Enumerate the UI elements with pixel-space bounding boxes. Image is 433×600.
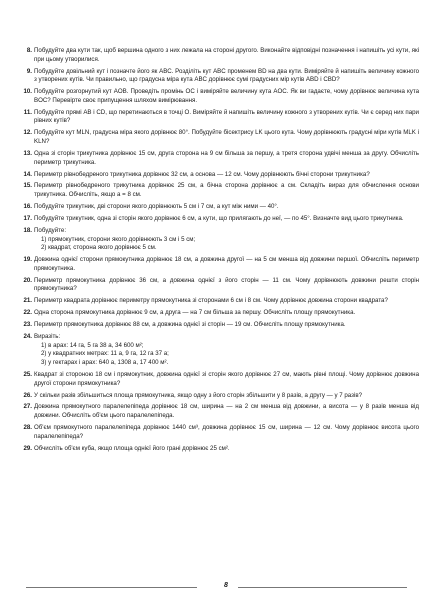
problem-number: 9. xyxy=(26,67,32,75)
problem-item xyxy=(26,47,419,64)
problem-text: Обчисліть об'єм куба, якщо площа однієї його грані дорівнює 25 см². xyxy=(34,444,230,452)
problem-subitem: 2) у квадратних метрах: 11 а, 9 га, 12 га 37 а; xyxy=(41,350,169,358)
footer-rule-right xyxy=(238,587,407,588)
problem-item xyxy=(23,214,419,224)
problem-item xyxy=(23,226,419,253)
problem-number: 17. xyxy=(23,214,32,222)
problem-number: 29. xyxy=(23,444,32,452)
problem-item xyxy=(23,424,419,441)
problem-item xyxy=(26,67,419,85)
problem-item xyxy=(23,321,419,330)
problem-item xyxy=(23,391,419,401)
page-number: 8 xyxy=(224,582,228,589)
problem-number: 26. xyxy=(23,391,32,399)
problem-item xyxy=(23,108,419,126)
problem-item xyxy=(23,297,419,306)
problem-item xyxy=(23,149,419,167)
problem-text: Периметр рівнобедреного трикутника дорівнює 32 см, а основа — 12 см. Чому дорівнюють бічні сторони трикутника? xyxy=(34,170,370,178)
problem-subitem: 2) квадрат, сторона якого дорівнює 5 см. xyxy=(41,244,157,252)
problem-number: 13. xyxy=(23,149,32,157)
problem-text: Об'єм прямокутного паралелепіпеда дорівнює 1440 см³, довжина дорівнює 15 см, ширина — 12 см. Чому дорівнює висота цього паралелепіпеда? xyxy=(34,424,419,440)
problem-item xyxy=(23,276,419,294)
problem-item xyxy=(23,403,419,420)
problem-text: Квадрат зі стороною 18 см і прямокутник, довжина однієї зі сторін якого дорівнює 27 см, мають рівні площі. Чому дорівнює довжина другої сторони прямокутника? xyxy=(34,370,419,387)
problem-text: Одна сторона прямокутника дорівнює 9 см, а друга — на 7 см більша за першу. Обчисліть площу прямокутника. xyxy=(34,309,356,317)
problem-number: 15. xyxy=(23,182,32,190)
problem-text: Побудуйте трикутник, дві сторони якого дорівнюють 5 см і 7 см, а кут між ними — 40°. xyxy=(34,203,279,211)
problem-text: Побудуйте розгорнутий кут AOB. Проведіть промінь OC і виміряйте величину кута AOC. Як ви гадаєте, чому дорівнює величина кута BOC? Перевірте своє припущення шляхом вимірювання. xyxy=(34,88,419,104)
problem-text: Одна зі сторін трикутника дорівнює 15 см, друга сторона на 9 см більша за першу, а третя сторона удвічі менша за другу. Обчисліть периметр трикутника. xyxy=(34,149,419,166)
problem-number: 20. xyxy=(23,276,32,284)
problem-number: 27. xyxy=(23,403,32,411)
problem-number: 10. xyxy=(23,88,32,96)
problem-item xyxy=(23,170,419,180)
problem-item xyxy=(23,256,419,273)
problem-text: Периметр прямокутника дорівнює 36 см, а довжина однієї з його сторін — 11 см. Чому дорівнюють довжини решти сторін прямокутника? xyxy=(34,276,419,293)
problem-subitem: 1) прямокутник, сторони якого дорівнюють 3 см і 5 см; xyxy=(41,235,196,243)
problem-text: Побудуйте трикутник, одна зі сторін якого дорівнює 6 см, а кути, що прилягають до неї, — по 45°. Визначте вид цього трикутника. xyxy=(34,214,404,222)
problem-text: Довжина прямокутного паралелепіпеда дорівнює 18 см, ширина — на 2 см менша від довжини, а висота — у 8 разів менша від довжини. Обчисліть об'єм цього паралелепіпеда. xyxy=(34,403,419,420)
problem-text: Побудуйте довільний кут і позначте його як ABC. Розділіть кут ABC променем BD на два кути. Виміряйте й напишіть величину кожного з утворених кутів. Чи правильно, що градусна міра кута ABC дорівнює сумі градусних мір кутів ABD і CBD? xyxy=(34,67,419,84)
problem-number: 8. xyxy=(26,47,32,54)
problem-number: 24. xyxy=(23,332,32,340)
problem-number: 14. xyxy=(23,170,32,178)
problem-item xyxy=(23,129,419,146)
problem-number: 28. xyxy=(23,424,32,432)
problem-text: Побудуйте: xyxy=(34,226,67,234)
problem-subitem: 1) в арах: 14 га, 5 га 38 а, 34 600 м²; xyxy=(41,341,144,349)
problem-number: 11. xyxy=(23,108,32,116)
problem-number: 19. xyxy=(23,256,32,264)
problem-number: 12. xyxy=(23,129,32,137)
problem-text: Побудуйте кут MLN, градусна міра якого дорівнює 80°. Побудуйте бісектрису LK цього кута. Чому дорівнюють градусні міри кутів MLK і KLN? xyxy=(34,129,419,146)
problem-item xyxy=(23,203,419,212)
problem-text: Периметр квадрата дорівнює периметру прямокутника зі сторонами 6 см і 8 см. Чому дорівнює довжина сторони квадрата? xyxy=(34,297,388,305)
problem-item xyxy=(23,370,419,388)
problem-text: Периметр рівнобедреного трикутника дорівнює 25 см, а бічна сторона дорівнює a см. Складіть вираз для обчислення основи трикутника. Обчисліть, якщо a = 8 см. xyxy=(34,182,419,199)
footer-rule-left xyxy=(26,587,197,588)
problem-item xyxy=(23,444,419,454)
problem-list xyxy=(0,47,433,453)
problem-item xyxy=(23,332,419,368)
problem-text: Периметр прямокутника дорівнює 88 см, а довжина однієї зі сторін — 19 см. Обчисліть площу прямокутника. xyxy=(34,321,346,329)
problem-text: Побудуйте прямі AB і CD, що перетинаються в точці O. Виміряйте й напишіть величину кожного з утворених кутів. Чи є серед них пари рівних кутів? xyxy=(34,108,419,125)
problem-number: 18. xyxy=(23,226,32,234)
problem-number: 25. xyxy=(23,370,32,378)
page-footer xyxy=(26,582,407,596)
problem-number: 16. xyxy=(23,203,32,211)
problem-text: Виразіть: xyxy=(34,332,61,340)
problem-item xyxy=(23,309,419,318)
problem-item xyxy=(23,182,419,199)
problem-number: 21. xyxy=(23,297,32,305)
problem-number: 22. xyxy=(23,309,32,317)
problem-text: У скільки разів збільшиться площа прямокутника, якщо одну з його сторін збільшити у 8 разів, а другу — у 7 разів? xyxy=(34,391,363,399)
problem-number: 23. xyxy=(23,321,32,329)
problem-item xyxy=(23,88,419,105)
problem-text: Побудуйте два кути так, щоб вершина одного з них лежала на стороні другого. Виконайте відповідні позначення і напишіть усі кути, які при цьому утворилися. xyxy=(34,47,419,63)
problem-subitem: 3) у гектарах і арах: 640 а, 1308 а, 17 400 м². xyxy=(41,359,169,367)
problem-text: Довжина однієї сторони прямокутника дорівнює 18 см, а довжина другої — на 5 см менша від довжини першої. Обчисліть периметр прямокутника. xyxy=(34,256,419,272)
